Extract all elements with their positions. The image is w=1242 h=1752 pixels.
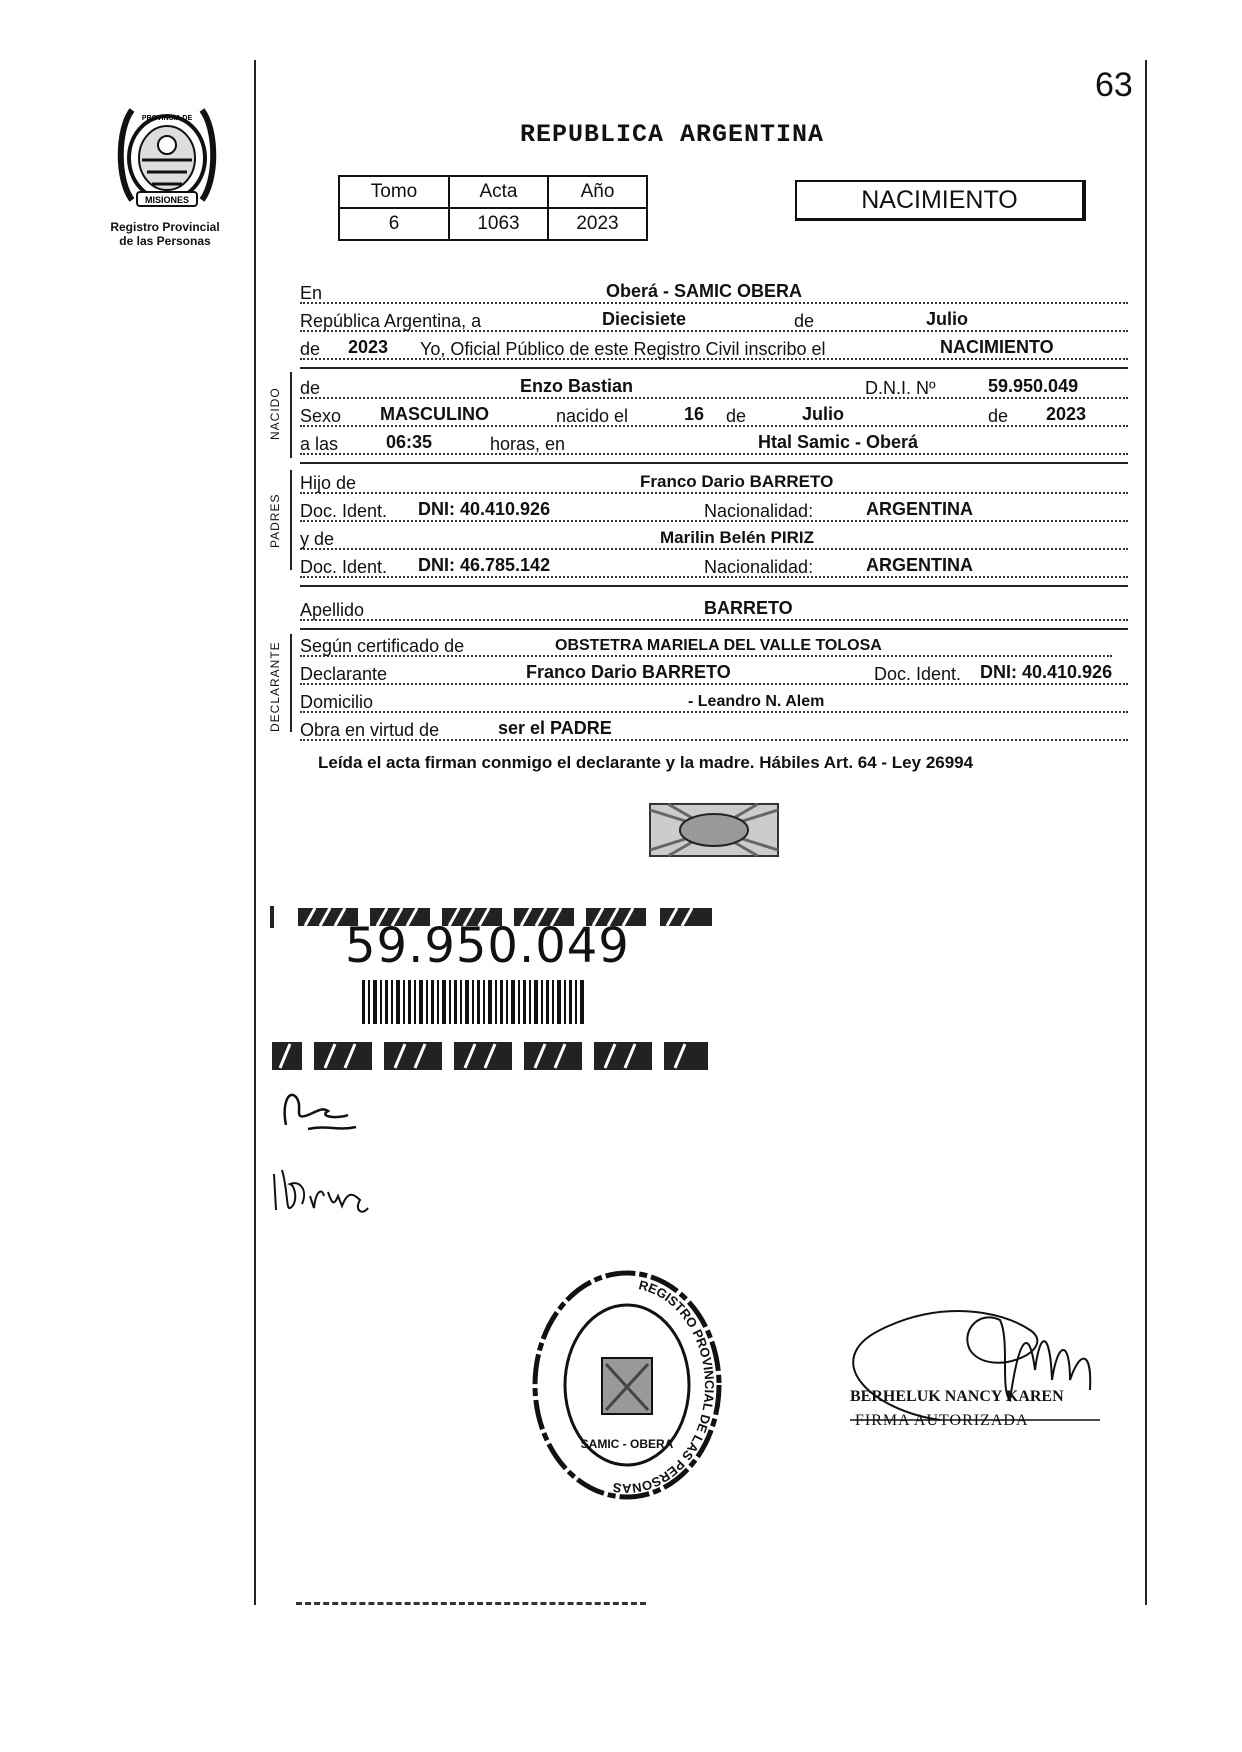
dni-print: 59.950.049 bbox=[345, 918, 630, 974]
certificate-value: OBSTETRA MARIELA DEL VALLE TOLOSA bbox=[555, 637, 882, 654]
declarant-signature bbox=[278, 1085, 368, 1141]
surname-value: BARRETO bbox=[704, 598, 793, 618]
sex-value: MASCULINO bbox=[380, 404, 489, 424]
authority-name: BERHELUK NANCY KAREN bbox=[850, 1388, 1064, 1405]
time-value: 06:35 bbox=[386, 432, 433, 452]
mother-signature bbox=[268, 1160, 378, 1220]
child-name-value: Enzo Bastian bbox=[520, 376, 634, 396]
event-value: NACIMIENTO bbox=[940, 337, 1054, 357]
declarant-doc-value: DNI: 40.410.926 bbox=[980, 662, 1113, 682]
birth-day-value: 16 bbox=[684, 404, 705, 424]
mother-value: Marilin Belén PIRIZ bbox=[660, 528, 814, 547]
section-label-padres: PADRES bbox=[268, 493, 282, 548]
row-nacido-name: de Enzo Bastian D.N.I. Nº 59.950.049 bbox=[300, 375, 1128, 403]
row-en: En Oberá - SAMIC OBERA bbox=[300, 280, 1128, 308]
row-nacido-sex: Sexo MASCULINO nacido el 16 de Julio de 2023 bbox=[300, 403, 1128, 431]
row-apellido: Apellido BARRETO bbox=[300, 597, 1128, 625]
row-fecha: República Argentina, a Diecisiete de Julio bbox=[300, 308, 1128, 336]
birth-year-value: 2023 bbox=[1046, 404, 1087, 424]
registry-caption: Registro Provincial de las Personas bbox=[110, 220, 220, 248]
capacity-value: ser el PADRE bbox=[498, 718, 612, 738]
row-mother: y de Marilin Belén PIRIZ bbox=[300, 526, 1128, 554]
row-certificado: Según certificado de OBSTETRA MARIELA DEL VALLE TOLOSA bbox=[300, 633, 1128, 661]
mother-doc-value: DNI: 46.785.142 bbox=[418, 555, 551, 575]
page-number: 63 bbox=[1095, 66, 1133, 104]
anio-header: Año bbox=[548, 176, 647, 208]
father-nationality-value: ARGENTINA bbox=[866, 499, 973, 519]
official-seal bbox=[520, 1260, 735, 1510]
svg-text:SAMIC - OBERA: SAMIC - OBERA bbox=[580, 1437, 674, 1451]
authority-title: FIRMA AUTORIZADA bbox=[855, 1412, 1029, 1429]
row-declarante: Declarante Franco Dario BARRETO Doc. Ident. DNI: 40.410.926 bbox=[300, 661, 1128, 689]
father-doc-value: DNI: 40.410.926 bbox=[418, 499, 551, 519]
birth-month-value: Julio bbox=[802, 404, 845, 424]
acta-header: Acta bbox=[449, 176, 548, 208]
year-value: 2023 bbox=[348, 337, 389, 357]
svg-text:REGISTRO PROVINCIAL DE LAS PER: REGISTRO PROVINCIAL DE LAS PERSONAS bbox=[611, 1277, 717, 1497]
row-father: Hijo de Franco Dario BARRETO bbox=[300, 470, 1128, 498]
record-type-box: NACIMIENTO bbox=[795, 180, 1086, 221]
address-value: - Leandro N. Alem bbox=[688, 693, 825, 710]
day-value: Diecisiete bbox=[602, 309, 687, 329]
tomo-value: 6 bbox=[339, 208, 449, 240]
father-value: Franco Dario BARRETO bbox=[640, 472, 834, 491]
row-obra: Obra en virtud de ser el PADRE bbox=[300, 717, 1128, 745]
section-label-declarante: DECLARANTE bbox=[268, 641, 282, 732]
bottom-divider bbox=[296, 1602, 646, 1605]
misiones-coat-of-arms-logo bbox=[112, 100, 222, 218]
acta-value: 1063 bbox=[449, 208, 548, 240]
svg-text:MISIONES: MISIONES bbox=[144, 195, 190, 205]
month-value: Julio bbox=[926, 309, 969, 329]
revenue-stamp-graphic bbox=[648, 800, 780, 860]
declarant-value: Franco Dario BARRETO bbox=[526, 662, 731, 682]
place-value: Oberá - SAMIC OBERA bbox=[606, 281, 803, 301]
country-title: REPUBLICA ARGENTINA bbox=[520, 120, 825, 149]
row-mother-doc: Doc. Ident. DNI: 46.785.142 Nacionalidad: ARGENTINA bbox=[300, 554, 1128, 582]
svg-text:PROVINCIA DE: PROVINCIA DE bbox=[141, 115, 193, 122]
mother-nationality-value: ARGENTINA bbox=[866, 555, 973, 575]
barcode-graphic bbox=[362, 980, 584, 1024]
row-nacido-time: a las 06:35 horas, en Htal Samic - Oberá bbox=[300, 431, 1128, 459]
closing-note: Leída el acta firman conmigo el declarante y la madre. Hábiles Art. 64 - Ley 26994 bbox=[318, 753, 974, 772]
anio-value: 2023 bbox=[548, 208, 647, 240]
security-band-bottom bbox=[270, 1038, 720, 1074]
record-table bbox=[338, 175, 648, 241]
row-domicilio: Domicilio - Leandro N. Alem bbox=[300, 689, 1128, 717]
row-event: de 2023 Yo, Oficial Público de este Registro Civil inscribo el NACIMIENTO bbox=[300, 336, 1128, 364]
tomo-header: Tomo bbox=[339, 176, 449, 208]
section-label-nacido: NACIDO bbox=[268, 387, 282, 440]
birth-place-value: Htal Samic - Oberá bbox=[758, 432, 919, 452]
row-father-doc: Doc. Ident. DNI: 40.410.926 Nacionalidad: ARGENTINA bbox=[300, 498, 1128, 526]
right-margin-line bbox=[1145, 60, 1147, 1605]
child-dni-value: 59.950.049 bbox=[988, 376, 1079, 396]
left-margin-line bbox=[254, 60, 256, 1605]
